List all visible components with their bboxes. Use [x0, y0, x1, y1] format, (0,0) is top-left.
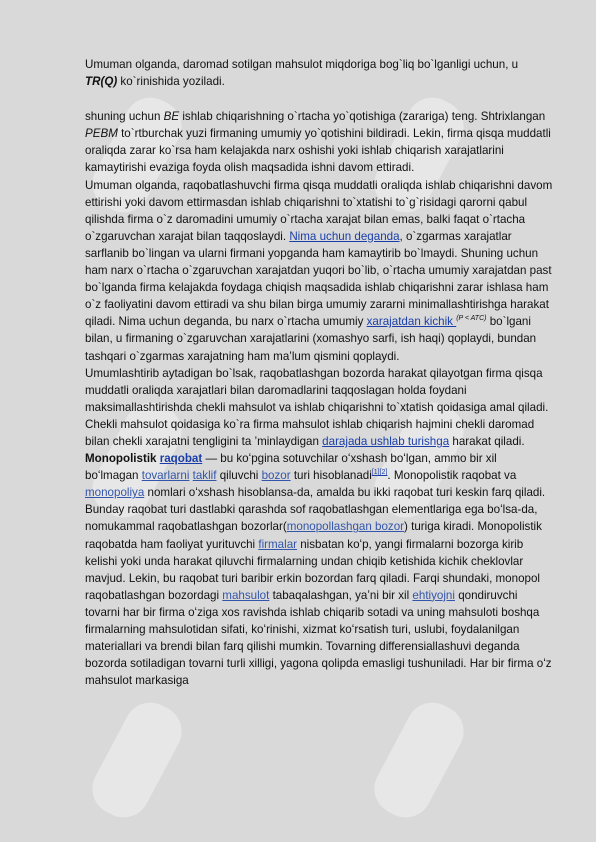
link-raqobat[interactable]: raqobat — [159, 452, 203, 466]
link-monopoliya[interactable]: monopoliya — [85, 486, 145, 500]
p3-text-11: qondiruvchi tovarni har bir firma oʻziga xos ravishda ishlab chiqarib sotadi va uning mahsuloti boshqa firmalarning mahsulotidan sifati, koʻrinishi, xizmat koʻrsatish turi, uslubi, foydalanilgan materiallari va brendi bilan farq qilishi mumkin. Tovarning differensiallashuvi deganda bozorda sotiladigan tovarni turli xilligi, yagona qolipda emasligi tushuniladi. Har bir firma oʻz mahsulot markasiga — [85, 588, 552, 688]
link-taklif[interactable]: taklif — [192, 469, 217, 483]
link-tovarlarni[interactable]: tovarlarni — [141, 469, 190, 483]
p3-text-9: nisbatan koʻp, yangi firmalarni bozorga kirib kelishi yoki unda harakat qiluvchi firmalarning undan chiqib ketishida kichik cheklovlar mavjud. Lekin, bu raqobat turi baribir erkin bozordan farq qiladi. Farqi shundaki, monopol raqobatlashgan bozordagi — [85, 537, 540, 602]
p3-text-7: nomlari oʻxshash hisoblansa-da, amalda bu ikki raqobat turi keskin farq qiladi. Bunday raqobat turi dastlabki qarashda sof raqobatlashgan elementlariga ega boʻlsa-da, nomukammal raqobatlashgan bozorlar( — [85, 486, 546, 534]
intro-paragraph — [85, 56, 553, 90]
pebm-symbol: PEBM — [85, 127, 118, 141]
p2-text-3: bo`lgani bilan, u firmaning o`zgaruvchan xarajatlarini (xomashyo sarfi, ish haqi) qoplaydi, bundan tashqari o`zgarmas xarajatning ham ma’lum qismini qoplaydi. — [85, 315, 537, 363]
reference-link[interactable]: [1][2] — [371, 469, 388, 477]
link-monopollashgan-bozor[interactable]: monopollashgan bozor — [286, 520, 405, 534]
p1-text: shuning uchun — [85, 110, 164, 124]
watermark-logo-icon — [365, 693, 473, 826]
paragraph-3 — [85, 365, 553, 690]
tr-formula: TR(Q) — [85, 75, 118, 89]
p3-text-5: turi hisoblanadi — [290, 469, 372, 483]
paragraph-1 — [85, 108, 553, 176]
p3-text-8: ) turiga kiradi. Monopolistik raqobatda ham faoliyat yurituvchi — [85, 520, 542, 551]
p3-text-6: . Monopolistik raqobat va — [387, 469, 517, 483]
document-page — [85, 56, 553, 689]
intro-text: Umuman olganda, daromad sotilgan mahsulot miqdoriga bog`liq bo`lganligi uchun, u — [85, 58, 519, 71]
link-ehtiyojni[interactable]: ehtiyojni — [412, 588, 455, 602]
p2-text-2: , o`zgarmas xarajatlar sarflanib bo`lingan va ularni firmani yopganda ham kamaytirib bo`lmaydi. Shuning uchun ham narx o`rtacha o`zgaruvchan xarajatdan yuqori bo`lib, o`rtacha umumiy xarajatdan past bo`lganda firma kelajakda foydaga chiqish maqsadida ishlab chiqarishni zarar ishlasa ham o`z faoliyatini davom ettiradi va shu bilan birga umumiy zararni minimallashtirishga harakat qiladi. Nima uchun deganda, bu narx o`rtacha umumiy — [85, 229, 552, 329]
p3-text-2: harakat qiladi. — [449, 434, 525, 448]
link-firmalar[interactable]: firmalar — [258, 537, 298, 551]
p3-text-10: tabaqalashgan, yaʼni bir xil — [269, 588, 413, 602]
p3-text-4: qiluvchi — [216, 469, 262, 483]
intro-text-end: ko`rinishida yoziladi. — [117, 75, 225, 89]
p-atc-superscript: (P < ATC) — [456, 315, 487, 323]
link-mahsulot[interactable]: mahsulot — [222, 588, 270, 602]
link-xarajatdan-kichik[interactable]: xarajatdan kichik — [366, 315, 457, 329]
be-symbol: BE — [163, 110, 180, 124]
link-darajada-ushlab-turishga[interactable]: darajada ushlab turishga — [322, 434, 450, 448]
watermark-logo-icon — [83, 693, 191, 826]
bold-monopolistik: Monopolistik — [85, 452, 160, 466]
link-nima-uchun-deganda[interactable]: Nima uchun deganda — [289, 229, 400, 243]
p1-text-3: to`rtburchak yuzi firmaning umumiy yo`qotishini bildiradi. Lekin, firma qisqa muddatli oraliqda zarar ko`rsa ham kelajakda narx oshishi yoki ishlab chiqarish xarajatlarini kamaytirishi evaziga foyda olish maqsadida ishni davom ettiradi. — [85, 127, 551, 175]
p1-text-2: ishlab chiqarishning o`rtacha yo`qotishiga (zarariga) teng. Shtrixlangan — [179, 110, 546, 124]
link-bozor[interactable]: bozor — [261, 469, 291, 483]
p2-text: Umuman olganda, raqobatlashuvchi firma qisqa muddatli oraliqda ishlab chiqarishni davom ettirishi yoki davom ettirmasdan ishlab chiqarishni to`xtatishi to`g`risidagi qarorni qabul qilishda firma o`z daromadini umumiy o`rtacha xarajat bilan emas, balki faqat o`rtacha o`zgaruvchan xarajat bilan taqqoslaydi. — [85, 178, 553, 243]
p3-text-3: — bu koʻpgina sotuvchilar oʻxshash boʻlgan, ammo bir xil boʻlmagan — [85, 452, 497, 483]
paragraph-2 — [85, 177, 553, 365]
p3-text: Umumlashtirib aytadigan bo`lsak, raqobatlashgan bozorda harakat qilayotgan firma qisqa muddatli oraliqda xarajatlari bilan daromadlarini taqqoslagan holda foydani maksimallashtirishda chekli mahsulot va ishlab chiqarishni to`xtatish qoidasiga amal qiladi. Chekli mahsulot qoidasiga ko`ra firma mahsulot ishlab chiqarish hajmini chekli daromad bilan chekli xarajatni tengligini ta ’minlaydigan — [85, 366, 549, 448]
